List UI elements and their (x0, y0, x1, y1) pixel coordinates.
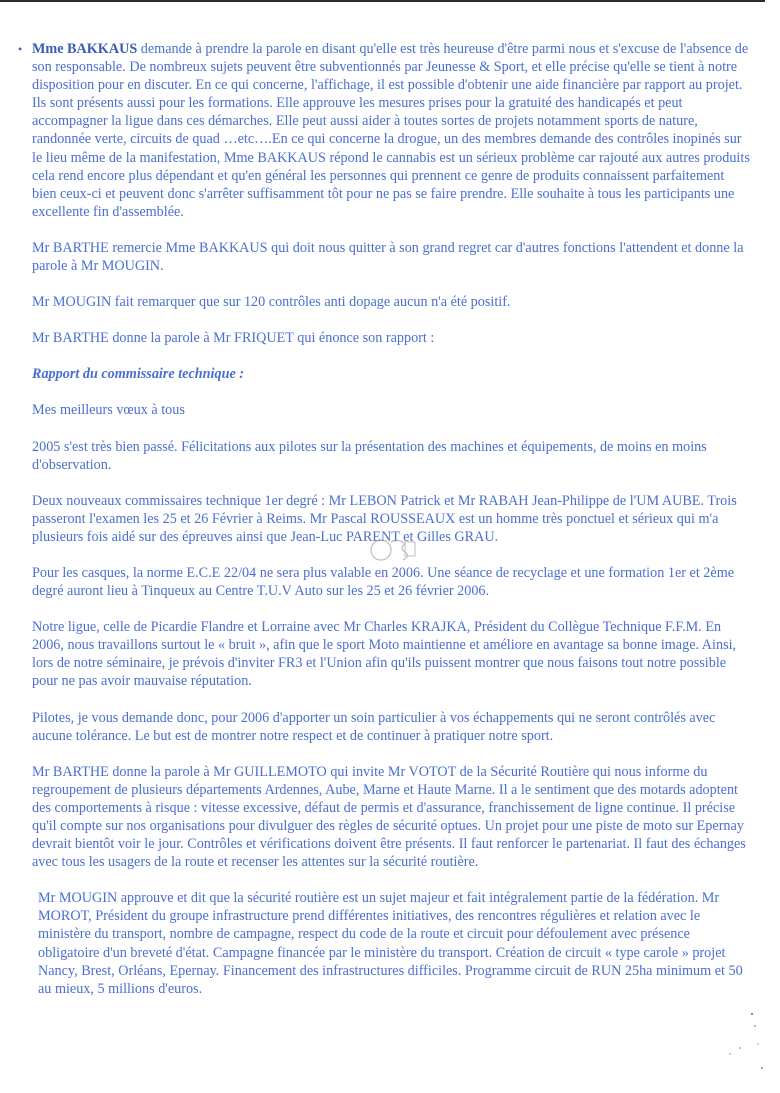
scan-specks (700, 1010, 770, 1080)
paragraph-road-safety: Mr BARTHE donne la parole à Mr GUILLEMOTO qui invite Mr VOTOT de la Sécurité Routière qui nous informe du regroupement de plusieurs départements Ardennes, Aube, Marne et Haute Marne. Il a le sentiment que des motards adoptent des comportements à risque : vitesse excessive, défaut de permis et d'assurance, franchissement de ligne continue. Il précise qu'il compte sur nos organisations pour divulguer des règles de sécurité optues. Un projet pour une piste de moto sur Epernay devrait bientôt voir le jour. Contrôles et vérifications doivent être présents. Il faut renforcer le partenariat. Il faut des échanges avec tous les usagers de la route et recenser les attentes sur la sécurité routière. (32, 763, 746, 871)
paragraph-mougin-safety: Mr MOUGIN approuve et dit que la sécurité routière est un sujet majeur et fait intégralement partie de la fédération. Mr MOROT, Président du groupe infrastructure prend différentes initiatives, des rencontres régulières et relation avec le ministère du transport, nombre de campagne, respect du code de la route et circuit pour défoulement avec présence obligatoire d'un breveté d'état. Campagne financée par le ministère du transport. Création de circuit « type carole » projet Nancy, Brest, Orléans, Epernay. Financement des infrastructures difficiles. Programme circuit de RUN 25ha minimum et 50 au mieux, 5 millions d'euros. (38, 890, 743, 997)
paragraph-barthe-thanks: Mr BARTHE remercie Mme BAKKAUS qui doit nous quitter à son grand regret car d'autres fonctions l'attendent et donne la parole à Mr MOUGIN. (32, 239, 744, 275)
paragraph-barthe-friquet: Mr BARTHE donne la parole à Mr FRIQUET qui énonce son rapport : (32, 330, 435, 347)
paragraph-wishes: Mes meilleurs vœux à tous (32, 402, 185, 419)
paragraph-helmets: Pour les casques, la norme E.C.E 22/04 ne sera plus valable en 2006. Une séance de recyclage et une formation 1er et 2ème degré auront lieu à Tinqueux au Centre T.U.V Auto sur les 25 et 26 février 2006. (32, 564, 735, 600)
top-border-rule (0, 0, 765, 2)
paragraph-text: répond le cannabis est un sérieux problème car rajouté aux autres produits cela rend encore plus dépendant et qu'en général les personnes qui prennent ce genre de produits connaissent parfaitement bien ceux-ci et peuvent donc s'arrêter suffisamment tôt pour ne pas se faire prendre. Elle souhaite à tous les participants une excellente fin d'assemblée. (32, 149, 750, 220)
paragraph-league-noise: Notre ligue, celle de Picardie Flandre et Lorraine avec Mr Charles KRAJKA, Président du Collègue Technique F.F.M. En 2006, nous travaillons surtout le « bruit », afin que le sport Moto maintienne et améliore en avantage sa bonne image. Ainsi, lors de notre séminaire, je prévois d'inviter FR3 et l'Union afin qu'ils puissent montrer que nous faisons tout notre possible pour ne pas avoir mauvaise réputation. (32, 619, 737, 690)
paragraph-text: demande à prendre la parole en disant qu'elle est très heureuse d'être parmi nous et s'excuse de l'absence de son responsable. De nombreux sujets peuvent être subventionnés par Jeunesse & Sport, et elle précise qu'elle se tient à notre disposition pour en discuter. En ce qui concerne, l'affichage, il est possible d'obtenir une aide financière par rapport au projet. Ils sont présents aussi pour les formations. Elle approuve les mesures prises pour la gratuité des handicapés et peut accompagner la ligue dans ces démarches. Elle peut aussi aider à toutes sortes de projets notamment sports de nature, randonnée verte, circuits de quad …etc….En ce qui concerne la drogue, un des membres demande des contrôles inopinés sur le lieu même de la manifestation, (32, 41, 749, 166)
paragraph-mougin-doping: Mr MOUGIN fait remarquer que sur 120 contrôles anti dopage aucun n'a été positif. (32, 294, 511, 311)
paragraph-2005-review: 2005 s'est très bien passé. Félicitations aux pilotes sur la présentation des machines et équipements, de moins en moins d'observation. (32, 438, 707, 473)
paragraph-bakkaus-intro (18, 40, 750, 221)
paragraph-new-commissioners: Deux nouveaux commissaires technique 1er degré : Mr LEBON Patrick et Mr RABAH Jean-Philippe de l'UM AUBE. Trois passeront l'examen les 25 et 26 Février à Reims. Mr Pascal ROUSSEAUX est un homme très ponctuel et sérieux qui m'a plusieurs fois aidé sur des épreuves ainsi que Jean-Luc PARENT et Gilles GRAU. (32, 492, 737, 545)
stamp-mark-icon (365, 532, 419, 568)
speaker-name: Mme BAKKAUS (32, 41, 138, 57)
bullet-dot-icon: • (18, 42, 23, 56)
document-page (18, 40, 750, 1016)
speaker-name: Mme BAKKAUS (223, 149, 326, 166)
paragraph-exhaust: Pilotes, je vous demande donc, pour 2006 d'apporter un soin particulier à vos échappements qui ne seront contrôlés avec aucune tolérance. Le but est de montrer notre respect et de continuer à pratiquer notre sport. (32, 709, 716, 744)
section-heading-technical-report: Rapport du commissaire technique : (32, 366, 245, 383)
